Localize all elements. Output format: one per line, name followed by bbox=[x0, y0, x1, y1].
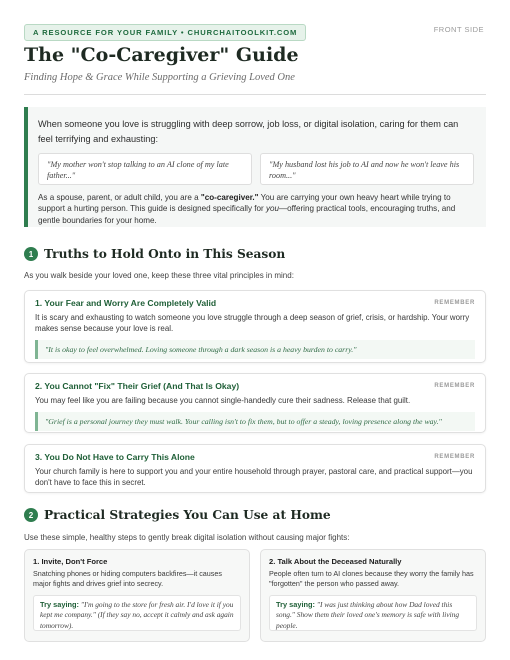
truth-card-1 bbox=[24, 290, 486, 363]
section2-heading bbox=[24, 508, 331, 522]
remember-tag: REMEMBER bbox=[434, 454, 475, 460]
truth-card-3-body: Your church family is here to support you and your entire household through prayer, pastoral care, and practical support—you don't have to face this in secret. bbox=[35, 467, 473, 487]
intro-body-a: As a spouse, parent, or adult child, you are a bbox=[38, 193, 201, 202]
intro-lead: When someone you love is struggling with deep sorrow, job loss, or digital isolation, caring for them can feel terrifying and exhausting: bbox=[38, 119, 459, 144]
try-saying-label: Try saying: bbox=[40, 599, 80, 609]
strategy-1-body: Snatching phones or hiding computers backfires—it causes major fights and drives grief into secrecy. bbox=[33, 569, 222, 588]
intro-body-b: You are carrying your own heavy heart while trying to support a hurting person. This guide is designed specifically for bbox=[38, 193, 451, 214]
intro-body bbox=[38, 192, 474, 226]
strategy-card-1 bbox=[24, 549, 250, 642]
strategy-1-try-text: "I'm going to the store for fresh air. I'd love it if you kept me company." (If they say no, accept it calmly and ask again tomorrow). bbox=[40, 599, 234, 630]
truth-card-2-body: You may feel like you are failing because you cannot single-handedly cure their sadness. Release that guilt. bbox=[35, 396, 411, 405]
strategy-2-title: 2. Talk About the Deceased Naturally bbox=[269, 557, 402, 566]
section1-heading bbox=[24, 247, 285, 261]
resource-badge: A RESOURCE FOR YOUR FAMILY • CHURCHAITOOLKIT.COM bbox=[24, 24, 306, 41]
truth-card-3 bbox=[24, 444, 486, 493]
try-saying-label: Try saying: bbox=[276, 599, 316, 609]
page-subtitle: Finding Hope & Grace While Supporting a Grieving Loved One bbox=[24, 72, 295, 83]
strategy-2-body: People often turn to AI clones because they worry the family has "forgotten" the person who passed away. bbox=[269, 569, 474, 588]
remember-tag: REMEMBER bbox=[434, 300, 475, 306]
truth-card-1-quote: "It is okay to feel overwhelmed. Loving someone through a dark season is a heavy burden to carry." bbox=[35, 340, 475, 359]
section1-lead: As you walk beside your loved one, keep these three vital principles in mind: bbox=[24, 271, 294, 280]
truth-card-2-quote: "Grief is a personal journey they must walk. Your calling isn't to fix them, but to offer a steady, loving presence along the way." bbox=[35, 412, 475, 431]
truth-card-1-title: 1. Your Fear and Worry Are Completely Valid bbox=[35, 298, 217, 308]
truth-card-1-body: It is scary and exhausting to watch someone you love struggle through a deep season of grief, crisis, or hardship. Your worry makes sense because your love is real. bbox=[35, 313, 470, 333]
side-label: FRONT SIDE bbox=[433, 25, 484, 34]
section2-title: Practical Strategies You Can Use at Home bbox=[44, 508, 331, 522]
truth-card-3-title: 3. You Do Not Have to Carry This Alone bbox=[35, 452, 195, 462]
section2-lead: Use these simple, healthy steps to gently break digital isolation without causing major fights: bbox=[24, 533, 350, 542]
strategy-1-title: 1. Invite, Don't Force bbox=[33, 557, 108, 566]
strategy-2-try-text: "I was just thinking about how Dad loved this song." Show them their loved one's memory is safe with living people. bbox=[276, 599, 460, 630]
page-title: The "Co-Caregiver" Guide bbox=[24, 44, 299, 66]
intro-quotes bbox=[38, 153, 474, 185]
section1-title: Truths to Hold Onto in This Season bbox=[44, 247, 286, 261]
quote-mother: "My mother won't stop talking to an AI clone of my late father..." bbox=[38, 153, 252, 185]
truth-card-2-title: 2. You Cannot "Fix" Their Grief (And That Is Okay) bbox=[35, 381, 240, 391]
strategy-2-try-saying bbox=[269, 595, 477, 631]
intro-callout bbox=[24, 107, 486, 227]
section2-number-badge: 2 bbox=[24, 508, 38, 522]
truth-card-2 bbox=[24, 373, 486, 433]
header-divider bbox=[24, 94, 486, 95]
strategy-1-try-saying bbox=[33, 595, 241, 631]
section1-number-badge: 1 bbox=[24, 247, 38, 261]
intro-body-em: you bbox=[265, 204, 280, 214]
intro-body-c: —offering practical tools, encouraging truths, and gentle boundaries for your home. bbox=[38, 204, 456, 225]
intro-body-bold: "co-caregiver." bbox=[200, 193, 259, 202]
remember-tag: REMEMBER bbox=[434, 383, 475, 389]
strategy-card-2 bbox=[260, 549, 486, 642]
quote-husband: "My husband lost his job to AI and now he won't leave his room..." bbox=[260, 153, 474, 185]
